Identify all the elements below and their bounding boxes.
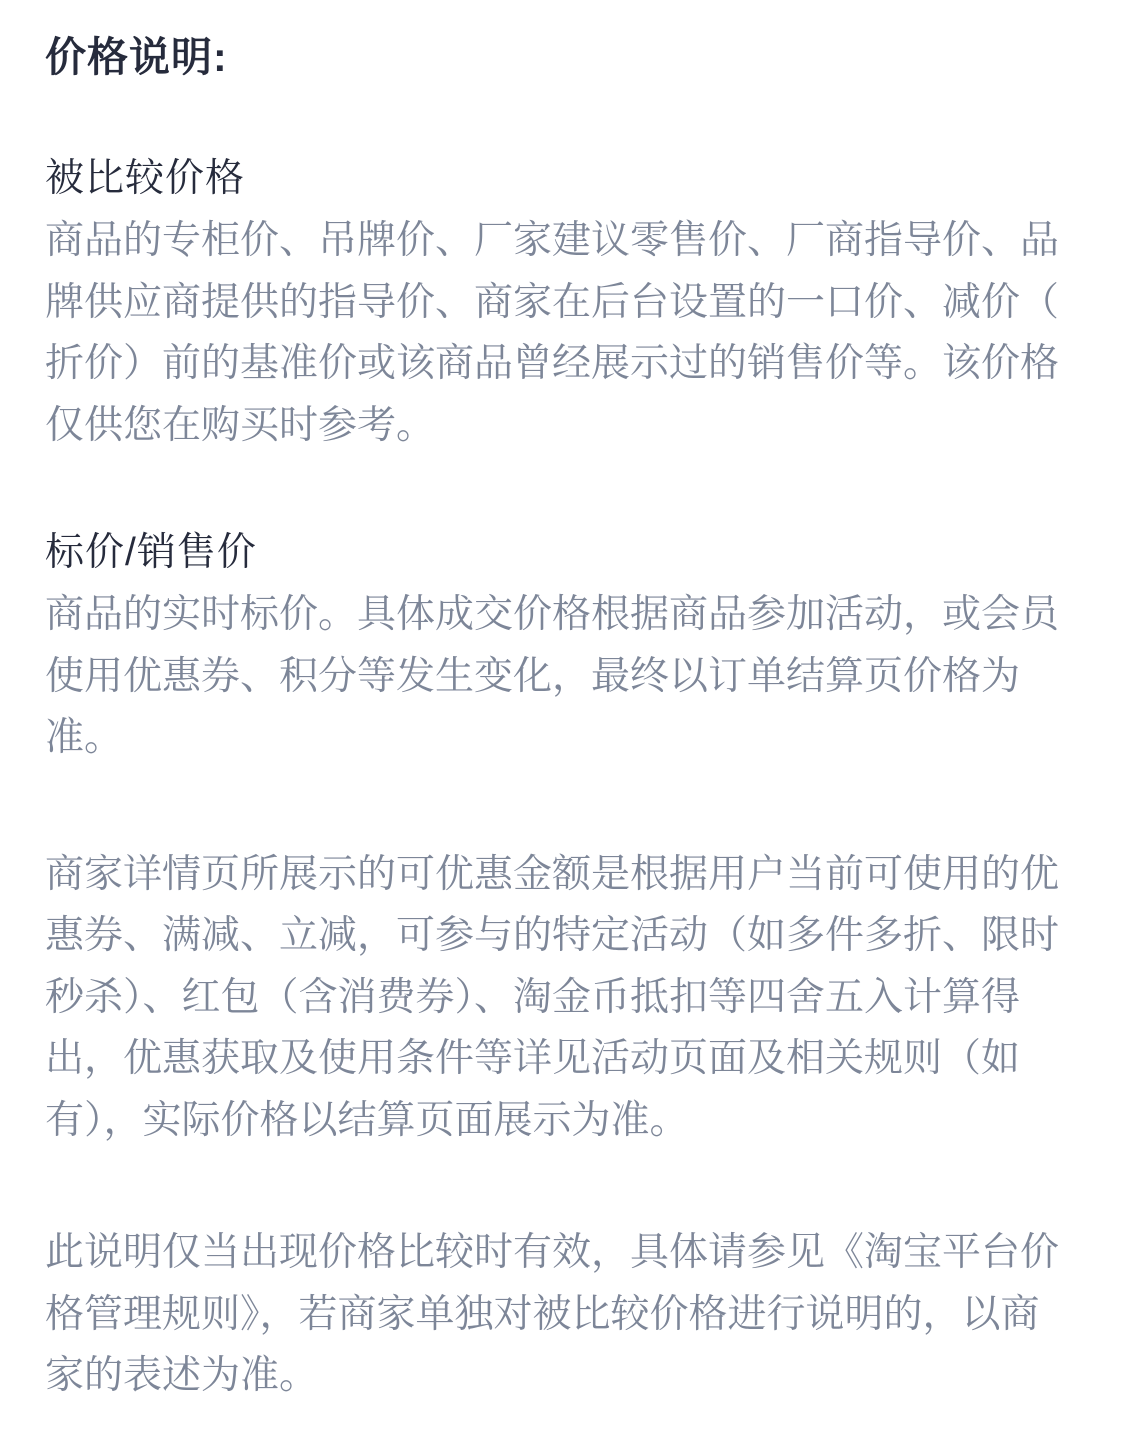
section-paragraph-validity-note: 此说明仅当出现价格比较时有效，具体请参见《淘宝平台价 格管理规则》，若商家单独对被比较价格进行说明的，以商 家的表述为准。 bbox=[45, 1231, 1060, 1397]
section-validity-note bbox=[45, 1222, 1080, 1407]
section-paragraph-list-price: 商品的实时标价。具体成交价格根据商品参加活动，或会员 使用优惠券、积分等发生变化，最终以订单结算页价格为 准。 bbox=[45, 593, 1060, 759]
section-paragraph-compared-price: 商品的专柜价、吊牌价、厂家建议零售价、厂商指导价、品 牌供应商提供的指导价、商家在后台设置的一口价、减价（ 折价）前的基准价或该商品曾经展示过的销售价等。该价格 仅供您在购买时参考。 bbox=[45, 219, 1060, 447]
section-discount-amount bbox=[45, 844, 1080, 1152]
page-title: 价格说明: bbox=[45, 34, 228, 80]
section-compared-price bbox=[45, 148, 1080, 456]
section-heading-compared-price: 被比较价格 bbox=[45, 157, 246, 200]
section-heading-list-price: 标价/销售价 bbox=[45, 531, 257, 574]
section-list-price bbox=[45, 522, 1080, 769]
section-paragraph-discount-amount: 商家详情页所展示的可优惠金额是根据用户当前可使用的优 惠券、满减、立减，可参与的特定活动（如多件多折、限时 秒杀）、红包（含消费券）、淘金币抵扣等四舍五入计算得 出，优惠获取及使用条件等详见活动页面及相关规则（如 有），实际价格以结算页面展示为准。 bbox=[45, 852, 1060, 1142]
